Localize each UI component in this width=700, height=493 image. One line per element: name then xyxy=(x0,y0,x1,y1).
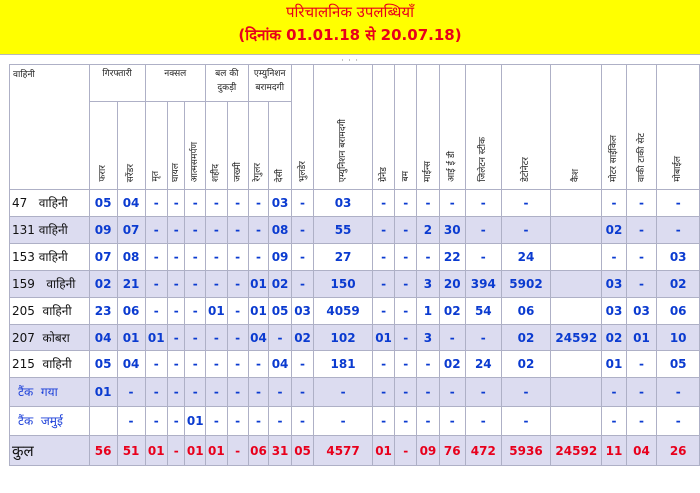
value-cell: - xyxy=(657,217,700,244)
value-cell: 10 xyxy=(657,325,700,351)
value-cell: 05 xyxy=(89,351,117,378)
value-cell: - xyxy=(439,378,465,407)
value-cell: - xyxy=(395,217,417,244)
table-row xyxy=(10,298,700,325)
value-cell: 04 xyxy=(117,351,145,378)
total-value-cell: 26 xyxy=(657,436,700,466)
value-cell: - xyxy=(465,217,501,244)
value-cell: - xyxy=(269,407,292,436)
value-cell: - xyxy=(168,190,185,217)
group-header-naxal: नक्सल xyxy=(145,65,206,102)
table-row xyxy=(10,407,700,436)
value-cell: - xyxy=(206,351,228,378)
value-cell: - xyxy=(117,407,145,436)
table-row xyxy=(10,217,700,244)
value-cell: 07 xyxy=(117,217,145,244)
value-cell: 24 xyxy=(465,351,501,378)
column-header: घायल xyxy=(168,102,185,190)
value-cell: - xyxy=(227,407,248,436)
column-header: आत्मसमर्पण xyxy=(185,102,206,190)
unit-name-cell: 159 वाहिनी xyxy=(10,271,90,298)
value-cell xyxy=(551,298,602,325)
value-cell: - xyxy=(465,244,501,271)
report-date-range: (दिनांक 01.01.18 से 20.07.18) xyxy=(238,26,462,44)
value-cell: - xyxy=(227,244,248,271)
value-cell: - xyxy=(626,244,657,271)
value-cell: 01 xyxy=(602,351,626,378)
value-cell: - xyxy=(145,244,168,271)
value-cell: - xyxy=(395,190,417,217)
value-cell: 04 xyxy=(89,325,117,351)
value-cell: 21 xyxy=(117,271,145,298)
unit-name-cell: 207 कोबरा xyxy=(10,325,90,351)
value-cell: 06 xyxy=(501,298,550,325)
value-cell xyxy=(551,244,602,271)
value-cell: - xyxy=(395,298,417,325)
total-value-cell: 04 xyxy=(626,436,657,466)
value-cell: - xyxy=(227,325,248,351)
unit-name-cell: 131 वाहिनी xyxy=(10,217,90,244)
column-header: शहीद xyxy=(206,102,228,190)
value-cell: - xyxy=(227,298,248,325)
value-cell: - xyxy=(185,190,206,217)
column-header: मोटर साईकिल xyxy=(602,65,626,190)
value-cell: - xyxy=(185,351,206,378)
value-cell: 24 xyxy=(501,244,550,271)
value-cell: - xyxy=(227,271,248,298)
total-value-cell: 01 xyxy=(372,436,395,466)
column-header: भुलडेर xyxy=(291,65,314,190)
value-cell: 4059 xyxy=(314,298,373,325)
value-cell: - xyxy=(168,407,185,436)
value-cell xyxy=(551,378,602,407)
value-cell: - xyxy=(372,271,395,298)
value-cell: - xyxy=(206,217,228,244)
value-cell: - xyxy=(626,351,657,378)
value-cell: - xyxy=(248,407,269,436)
value-cell: - xyxy=(145,190,168,217)
value-cell: 02 xyxy=(291,325,314,351)
unit-name-cell: 47 वाहिनी xyxy=(10,190,90,217)
value-cell: - xyxy=(168,244,185,271)
value-cell: - xyxy=(206,190,228,217)
unit-name-cell: 215 वाहिनी xyxy=(10,351,90,378)
value-cell: 30 xyxy=(439,217,465,244)
value-cell xyxy=(551,271,602,298)
unit-name-cell: टैंक गया xyxy=(10,378,90,407)
total-value-cell: 51 xyxy=(117,436,145,466)
total-value-cell: - xyxy=(395,436,417,466)
unit-name-cell: टैंक जमुई xyxy=(10,407,90,436)
total-label-cell: कुल xyxy=(10,436,90,466)
group-header-arrests: गिरफ्तारी xyxy=(89,65,145,102)
column-header: ग्रेनेड xyxy=(372,65,395,190)
total-value-cell: 11 xyxy=(602,436,626,466)
value-cell: - xyxy=(227,217,248,244)
value-cell: - xyxy=(168,378,185,407)
value-cell: 02 xyxy=(602,217,626,244)
total-value-cell: 472 xyxy=(465,436,501,466)
value-cell xyxy=(551,217,602,244)
column-header: जख्मी xyxy=(227,102,248,190)
value-cell: - xyxy=(291,244,314,271)
column-header: वाकी टाकी सेट xyxy=(626,65,657,190)
column-header: कैश xyxy=(551,65,602,190)
value-cell: - xyxy=(248,244,269,271)
value-cell: - xyxy=(145,407,168,436)
value-cell: - xyxy=(501,407,550,436)
column-header: मोबाईल xyxy=(657,65,700,190)
value-cell: 08 xyxy=(269,217,292,244)
column-header: सरेंडर xyxy=(117,102,145,190)
total-value-cell: 06 xyxy=(248,436,269,466)
value-cell: - xyxy=(145,217,168,244)
value-cell: 02 xyxy=(439,351,465,378)
value-cell xyxy=(551,407,602,436)
value-cell xyxy=(89,407,117,436)
value-cell: 01 xyxy=(372,325,395,351)
value-cell: - xyxy=(145,271,168,298)
table-body xyxy=(10,190,700,466)
value-cell: 03 xyxy=(314,190,373,217)
value-cell: 5902 xyxy=(501,271,550,298)
value-cell: - xyxy=(602,244,626,271)
value-cell: 03 xyxy=(602,271,626,298)
value-cell: - xyxy=(291,407,314,436)
group-header-ammunition: एम्युनिशन बरामदगी xyxy=(248,65,291,102)
value-cell: 06 xyxy=(657,298,700,325)
value-cell: 01 xyxy=(185,407,206,436)
column-header: मृत xyxy=(145,102,168,190)
total-value-cell: - xyxy=(168,436,185,466)
value-cell: - xyxy=(168,217,185,244)
value-cell: 02 xyxy=(602,325,626,351)
value-cell: - xyxy=(372,351,395,378)
value-cell: - xyxy=(465,190,501,217)
value-cell: - xyxy=(501,378,550,407)
value-cell: 23 xyxy=(89,298,117,325)
value-cell: - xyxy=(145,378,168,407)
report-banner xyxy=(0,0,700,55)
value-cell: 24592 xyxy=(551,325,602,351)
value-cell: 01 xyxy=(89,378,117,407)
value-cell: 04 xyxy=(117,190,145,217)
value-cell: - xyxy=(626,190,657,217)
value-cell: 04 xyxy=(248,325,269,351)
value-cell: - xyxy=(206,378,228,407)
total-value-cell: 24592 xyxy=(551,436,602,466)
total-value-cell: 09 xyxy=(417,436,440,466)
value-cell: 03 xyxy=(602,298,626,325)
value-cell: 01 xyxy=(145,325,168,351)
value-cell: - xyxy=(291,378,314,407)
value-cell: - xyxy=(372,407,395,436)
value-cell: - xyxy=(439,325,465,351)
value-cell: 05 xyxy=(269,298,292,325)
total-value-cell: 56 xyxy=(89,436,117,466)
value-cell: - xyxy=(314,407,373,436)
value-cell: 02 xyxy=(269,271,292,298)
value-cell: 01 xyxy=(117,325,145,351)
table-row xyxy=(10,244,700,271)
value-cell: 1 xyxy=(417,298,440,325)
total-value-cell: 5936 xyxy=(501,436,550,466)
value-cell: 07 xyxy=(89,244,117,271)
total-value-cell: - xyxy=(227,436,248,466)
value-cell: 181 xyxy=(314,351,373,378)
value-cell: - xyxy=(439,407,465,436)
value-cell: 05 xyxy=(89,190,117,217)
value-cell: - xyxy=(291,271,314,298)
value-cell: 02 xyxy=(89,271,117,298)
value-cell: 02 xyxy=(439,298,465,325)
unit-name-cell: 153 वाहिनी xyxy=(10,244,90,271)
value-cell: 03 xyxy=(269,190,292,217)
value-cell: 102 xyxy=(314,325,373,351)
column-header: एम्युनिशन बरामदगी xyxy=(314,65,373,190)
value-cell: - xyxy=(465,407,501,436)
value-cell: - xyxy=(372,244,395,271)
value-cell: - xyxy=(227,351,248,378)
value-cell: - xyxy=(602,378,626,407)
value-cell xyxy=(551,190,602,217)
value-cell: - xyxy=(626,271,657,298)
value-cell: - xyxy=(185,217,206,244)
column-header: माईन्स xyxy=(417,65,440,190)
value-cell: - xyxy=(417,407,440,436)
total-value-cell: 4577 xyxy=(314,436,373,466)
value-cell: 20 xyxy=(439,271,465,298)
value-cell: - xyxy=(465,378,501,407)
value-cell: - xyxy=(117,378,145,407)
value-cell: - xyxy=(602,407,626,436)
table-row xyxy=(10,351,700,378)
group-header-force-squad: बल की दुकड़ी xyxy=(206,65,249,102)
column-header: जिलेटन स्टीक xyxy=(465,65,501,190)
column-header: बम xyxy=(395,65,417,190)
unit-name-cell: 205 वाहिनी xyxy=(10,298,90,325)
value-cell: - xyxy=(227,378,248,407)
value-cell: - xyxy=(602,190,626,217)
value-cell: 01 xyxy=(248,271,269,298)
value-cell: - xyxy=(626,217,657,244)
total-value-cell: 01 xyxy=(185,436,206,466)
value-cell: 3 xyxy=(417,325,440,351)
value-cell: 22 xyxy=(439,244,465,271)
value-cell: - xyxy=(395,378,417,407)
column-header: रेगुलर xyxy=(248,102,269,190)
value-cell: - xyxy=(501,217,550,244)
value-cell: 3 xyxy=(417,271,440,298)
value-cell: - xyxy=(372,298,395,325)
report-title: परिचालनिक उपलब्धियाँ xyxy=(286,3,414,21)
value-cell: 03 xyxy=(291,298,314,325)
value-cell: - xyxy=(291,190,314,217)
value-cell: - xyxy=(206,325,228,351)
value-cell: 09 xyxy=(89,217,117,244)
value-cell: - xyxy=(168,298,185,325)
value-cell: 09 xyxy=(269,244,292,271)
column-header: आई ई डी xyxy=(439,65,465,190)
value-cell: - xyxy=(465,325,501,351)
value-cell: - xyxy=(501,190,550,217)
value-cell: 03 xyxy=(657,244,700,271)
total-value-cell: 76 xyxy=(439,436,465,466)
value-cell: - xyxy=(657,407,700,436)
total-value-cell: 01 xyxy=(145,436,168,466)
value-cell: - xyxy=(185,378,206,407)
value-cell: - xyxy=(168,351,185,378)
value-cell: - xyxy=(395,407,417,436)
value-cell: - xyxy=(626,407,657,436)
value-cell: - xyxy=(248,351,269,378)
value-cell: - xyxy=(227,190,248,217)
value-cell: 55 xyxy=(314,217,373,244)
value-cell: 04 xyxy=(269,351,292,378)
total-row xyxy=(10,436,700,466)
value-cell: - xyxy=(395,351,417,378)
value-cell: 08 xyxy=(117,244,145,271)
value-cell: - xyxy=(395,271,417,298)
value-cell: - xyxy=(314,378,373,407)
value-cell: - xyxy=(291,217,314,244)
total-value-cell: 31 xyxy=(269,436,292,466)
value-cell: - xyxy=(657,378,700,407)
value-cell: 02 xyxy=(501,325,550,351)
value-cell: - xyxy=(395,325,417,351)
value-cell: 01 xyxy=(206,298,228,325)
value-cell: - xyxy=(417,378,440,407)
value-cell: - xyxy=(372,378,395,407)
value-cell: - xyxy=(185,271,206,298)
value-cell: - xyxy=(395,244,417,271)
value-cell: - xyxy=(145,351,168,378)
value-cell: 06 xyxy=(117,298,145,325)
value-cell: 01 xyxy=(626,325,657,351)
value-cell: - xyxy=(248,378,269,407)
value-cell: - xyxy=(417,244,440,271)
value-cell: - xyxy=(269,378,292,407)
value-cell: - xyxy=(417,190,440,217)
value-cell: - xyxy=(372,217,395,244)
value-cell: - xyxy=(439,190,465,217)
value-cell: - xyxy=(417,351,440,378)
value-cell: - xyxy=(206,271,228,298)
total-value-cell: 05 xyxy=(291,436,314,466)
value-cell: - xyxy=(248,190,269,217)
value-cell: 02 xyxy=(657,271,700,298)
value-cell: 54 xyxy=(465,298,501,325)
value-cell: 02 xyxy=(501,351,550,378)
table-row xyxy=(10,325,700,351)
value-cell xyxy=(551,351,602,378)
value-cell: 2 xyxy=(417,217,440,244)
column-header: डेटोनेटर xyxy=(501,65,550,190)
value-cell: - xyxy=(206,244,228,271)
value-cell: 394 xyxy=(465,271,501,298)
resize-grip-icon[interactable]: · · · xyxy=(341,56,359,65)
value-cell: 03 xyxy=(626,298,657,325)
value-cell: - xyxy=(185,244,206,271)
value-cell: 01 xyxy=(248,298,269,325)
value-cell: - xyxy=(185,325,206,351)
achievements-table xyxy=(9,64,700,466)
column-header: देसी xyxy=(269,102,292,190)
table-row xyxy=(10,378,700,407)
value-cell: - xyxy=(168,325,185,351)
value-cell: - xyxy=(269,325,292,351)
value-cell: - xyxy=(185,298,206,325)
total-value-cell: 01 xyxy=(206,436,228,466)
value-cell: - xyxy=(206,407,228,436)
value-cell: 150 xyxy=(314,271,373,298)
value-cell: 05 xyxy=(657,351,700,378)
column-header: फरार xyxy=(89,102,117,190)
table-row xyxy=(10,271,700,298)
table-row xyxy=(10,190,700,217)
value-cell: - xyxy=(291,351,314,378)
unit-column-header: वाहिनी xyxy=(10,65,90,190)
value-cell: - xyxy=(657,190,700,217)
value-cell: - xyxy=(372,190,395,217)
value-cell: - xyxy=(626,378,657,407)
value-cell: - xyxy=(145,298,168,325)
value-cell: - xyxy=(248,217,269,244)
value-cell: 27 xyxy=(314,244,373,271)
value-cell: - xyxy=(168,271,185,298)
